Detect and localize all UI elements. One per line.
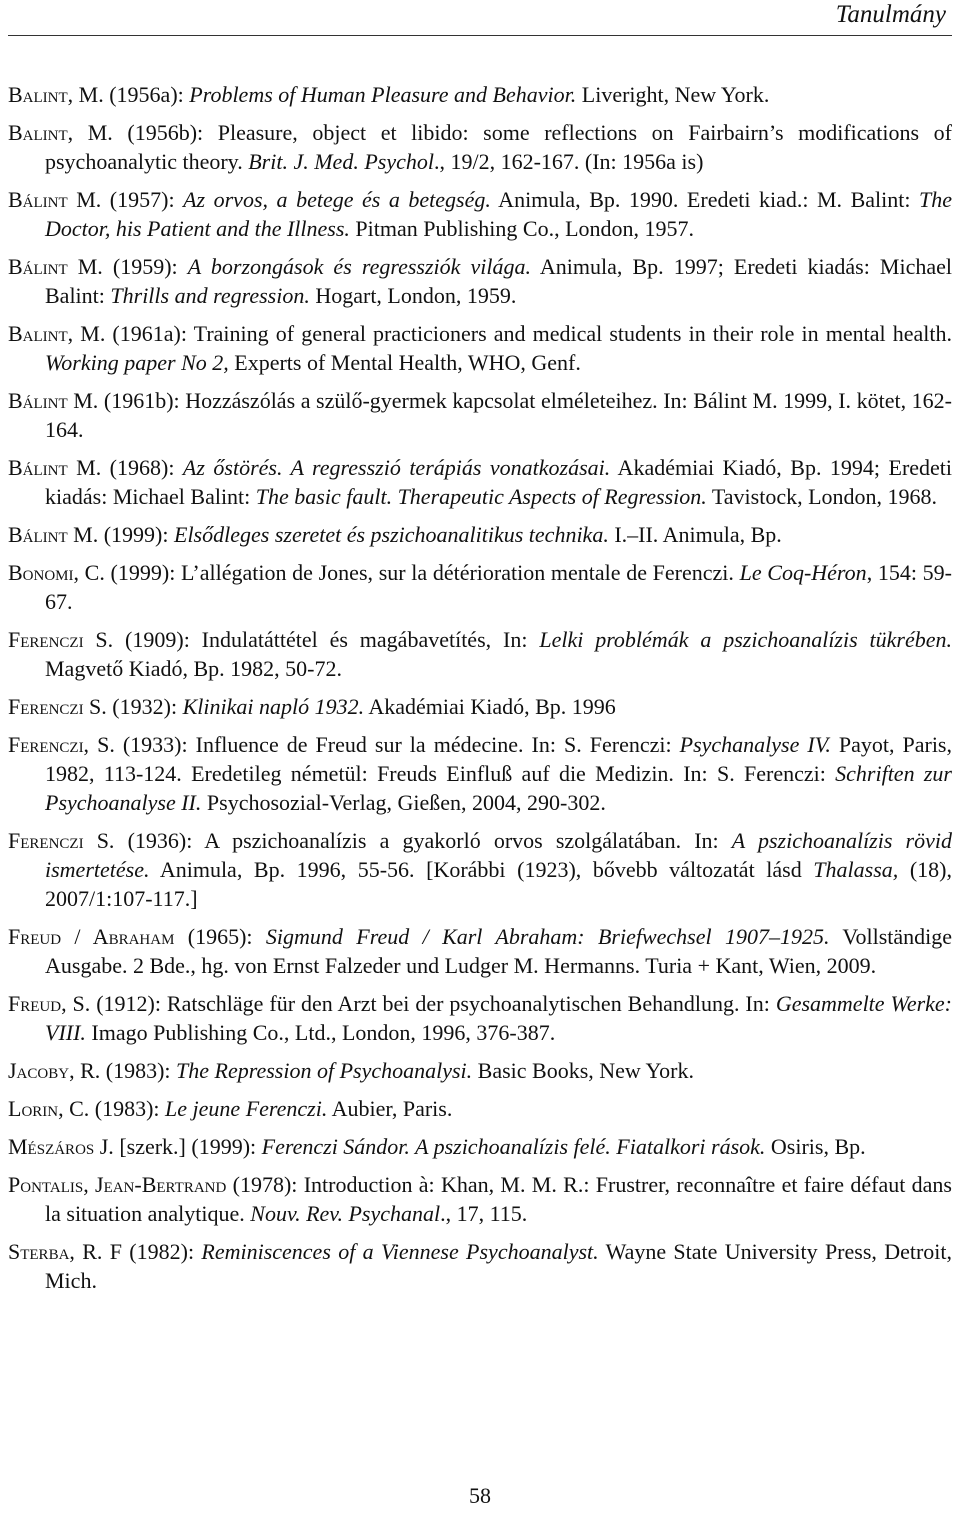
reference-text: Imago Publishing Co., Ltd., London, 1996, 376-387. [85,1020,556,1045]
reference-author: Pontalis, Jean-Bertrand [8,1172,227,1197]
reference-entry [8,1132,952,1161]
reference-entry [8,730,952,817]
reference-text: Hogart, London, 1959. [309,283,517,308]
reference-text: Animula, Bp. 1997; Eredeti kiadás: Michael Balint: [45,254,952,308]
reference-text: (1983): [100,1058,177,1083]
reference-title-italic: The Repression of Psychoanalysi. [176,1058,473,1083]
reference-title-italic: Thrills and regression. [110,283,310,308]
reference-text: Wayne State University Press, Detroit, Mich. [45,1239,953,1293]
reference-entry [8,1170,952,1228]
reference-text: Liveright, New York. [576,82,770,107]
reference-text: Animula, Bp. 1990. Eredeti kiad.: M. Balint: [490,187,920,212]
reference-text: (1912): Ratschläge für den Arzt bei der psychoanalytischen Behandlung. In: [90,991,776,1016]
reference-title-italic: Klinikai napló 1932. [182,694,365,719]
reference-entry [8,1056,952,1085]
reference-author: Balint, M. [8,321,106,346]
reference-title-italic: Schriften zur Psychoanalyse II. [45,761,952,815]
reference-title-italic: Thalassa, [813,857,899,882]
reference-text: ., 19/2, 162-167. (In: 1956a is) [433,149,704,174]
reference-text: [szerk.] (1999): [113,1134,262,1159]
reference-text: (1956a): [103,82,190,107]
reference-title-italic: Brit. J. Med. Psychol [248,149,434,174]
reference-entry [8,989,952,1047]
reference-author: Ferenczi S. [8,828,115,853]
reference-author: Sterba, R. F [8,1239,122,1264]
reference-text: (1961b): Hozzászólás a szülő-gyermek kapcsolat elméleteihez. In: Bálint M. 1999, I. kötet, 162-164. [45,388,952,442]
header-rule [8,35,952,36]
reference-text: (1957): [101,187,184,212]
reference-text: (1936): A pszichoanalízis a gyakorló orvos szolgálatában. In: [114,828,732,853]
reference-author: Balint, M. [8,82,104,107]
reference-text: (1968): [101,455,183,480]
reference-text: (1965): [174,924,266,949]
reference-title-italic: Ferenczi Sándor. A pszichoanalízis felé. Fiatalkori rások. [261,1134,766,1159]
reference-entry [8,319,952,377]
reference-entry [8,80,952,109]
reference-text: (1909): Indulatáttétel és magábavetítés, In: [113,627,540,652]
reference-entry [8,453,952,511]
reference-text: ., 17, 115. [440,1201,528,1226]
reference-text: Psychosozial-Verlag, Gießen, 2004, 290-302. [201,790,606,815]
reference-title-italic: Az orvos, a betege és a betegség. [183,187,491,212]
reference-title-italic: A pszichoanalízis rövid ismertetése. [45,828,952,882]
reference-entry [8,922,952,980]
reference-author: Bálint M. [8,522,99,547]
reference-title-italic: The basic fault. Therapeutic Aspects of Regression. [255,484,707,509]
reference-title-italic: Psychanalyse IV. [679,732,831,757]
reference-title-italic: Lelki problémák a pszichoanalízis tükrében. [539,627,953,652]
reference-text: (1982): [121,1239,202,1264]
reference-author: Ferenczi S. [8,694,107,719]
reference-author: Balint, M. [8,120,113,145]
reference-author: Lorin, C. [8,1096,90,1121]
reference-entry [8,558,952,616]
page-number: 58 [469,1483,491,1508]
reference-title-italic: Az őstörés. A regresszió terápiás vonatkozásai. [182,455,611,480]
reference-title-italic: The Doctor, his Patient and the Illness. [45,187,953,241]
reference-author: Bálint M. [8,388,99,413]
reference-title-italic: Elsődleges szeretet és pszichoanalitikus technika. [174,522,609,547]
reference-text: Experts of Mental Health, WHO, Genf. [228,350,581,375]
reference-title-italic: Reminiscences of a Viennese Psychoanalyst. [201,1239,599,1264]
reference-text: Tavistock, London, 1968. [706,484,938,509]
reference-title-italic: Problems of Human Pleasure and Behavior. [189,82,577,107]
reference-text: Aubier, Paris. [327,1096,453,1121]
reference-text: (1983): [89,1096,166,1121]
reference-entry [8,692,952,721]
reference-text: Basic Books, New York. [472,1058,695,1083]
reference-text: (1999): [98,522,174,547]
reference-title-italic: Working paper No 2, [45,350,229,375]
reference-text: (18), 2007/1:107-117.] [45,857,952,911]
reference-entry [8,252,952,310]
reference-author: Mészáros J. [8,1134,114,1159]
reference-author: Bálint M. [8,254,103,279]
reference-entry [8,1237,952,1295]
reference-title-italic: Sigmund Freud / Karl Abraham: Briefwechsel 1907–1925. [265,924,830,949]
reference-text: (1999): L’allégation de Jones, sur la détérioration mentale de Ferenczi. [104,560,740,585]
reference-author: Bálint M. [8,455,102,480]
reference-author: Freud, S. [8,991,91,1016]
reference-text: (1933): Influence de Freud sur la médecine. In: S. Ferenczi: [114,732,680,757]
reference-text: Akadémiai Kiadó, Bp. 1994; Eredeti kiadás: Michael Balint: [45,455,953,509]
reference-title-italic: A borzongások és regressziók világa. [187,254,531,279]
reference-entry [8,386,952,444]
reference-title-italic: Gesammelte Werke: VIII. [45,991,952,1045]
reference-text: Osiris, Bp. [765,1134,866,1159]
reference-text: (1956b): Pleasure, object et libido: some reflections on Fairbairn’s modifications of psychoanalytic theory. [45,120,952,174]
reference-title-italic: Le Coq-Héron [739,560,867,585]
reference-author: Bálint M. [8,187,102,212]
reference-author: Bonomi, C. [8,560,105,585]
reference-author: Freud / Abraham [8,924,175,949]
reference-entry [8,185,952,243]
reference-text: Animula, Bp. 1996, 55-56. [Korábbi (1923), bővebb változatát lásd [149,857,814,882]
reference-author: Ferenczi, S. [8,732,115,757]
reference-author: Ferenczi S. [8,627,114,652]
reference-title-italic: Le jeune Ferenczi. [165,1096,328,1121]
reference-list [8,80,952,1304]
reference-text: Pitman Publishing Co., London, 1957. [349,216,695,241]
reference-entry [8,1094,952,1123]
reference-entry [8,625,952,683]
reference-text: (1959): [102,254,188,279]
reference-text: , 154: 59-67. [45,560,952,614]
reference-text: (1978): Introduction à: Khan, M. M. R.: Frustrer, reconnaître et faire défaut dans la situation analytique. [45,1172,952,1226]
reference-entry [8,118,952,176]
reference-title-italic: Nouv. Rev. Psychanal [250,1201,441,1226]
running-header-title: Tanulmány [835,1,946,28]
reference-author: Jacoby, R. [8,1058,101,1083]
reference-text: I.–II. Animula, Bp. [608,522,782,547]
reference-text: (1961a): Training of general practicioners and medical students in their role in mental health. [105,321,952,346]
reference-text: Vollständige Ausgabe. 2 Bde., hg. von Ernst Falzeder und Ludger M. Hermanns. Turia + Kant, Wien, 2009. [45,924,953,978]
running-header [0,0,960,36]
reference-entry [8,826,952,913]
reference-text: (1932): [106,694,183,719]
reference-text: Magvető Kiadó, Bp. 1982, 50-72. [45,656,342,681]
reference-text: Payot, Paris, 1982, 113-124. Eredetileg németül: Freuds Einfluß auf die Medizin. In: S. Ferenczi: [45,732,952,786]
reference-text: Akadémiai Kiadó, Bp. 1996 [364,694,616,719]
reference-entry [8,520,952,549]
